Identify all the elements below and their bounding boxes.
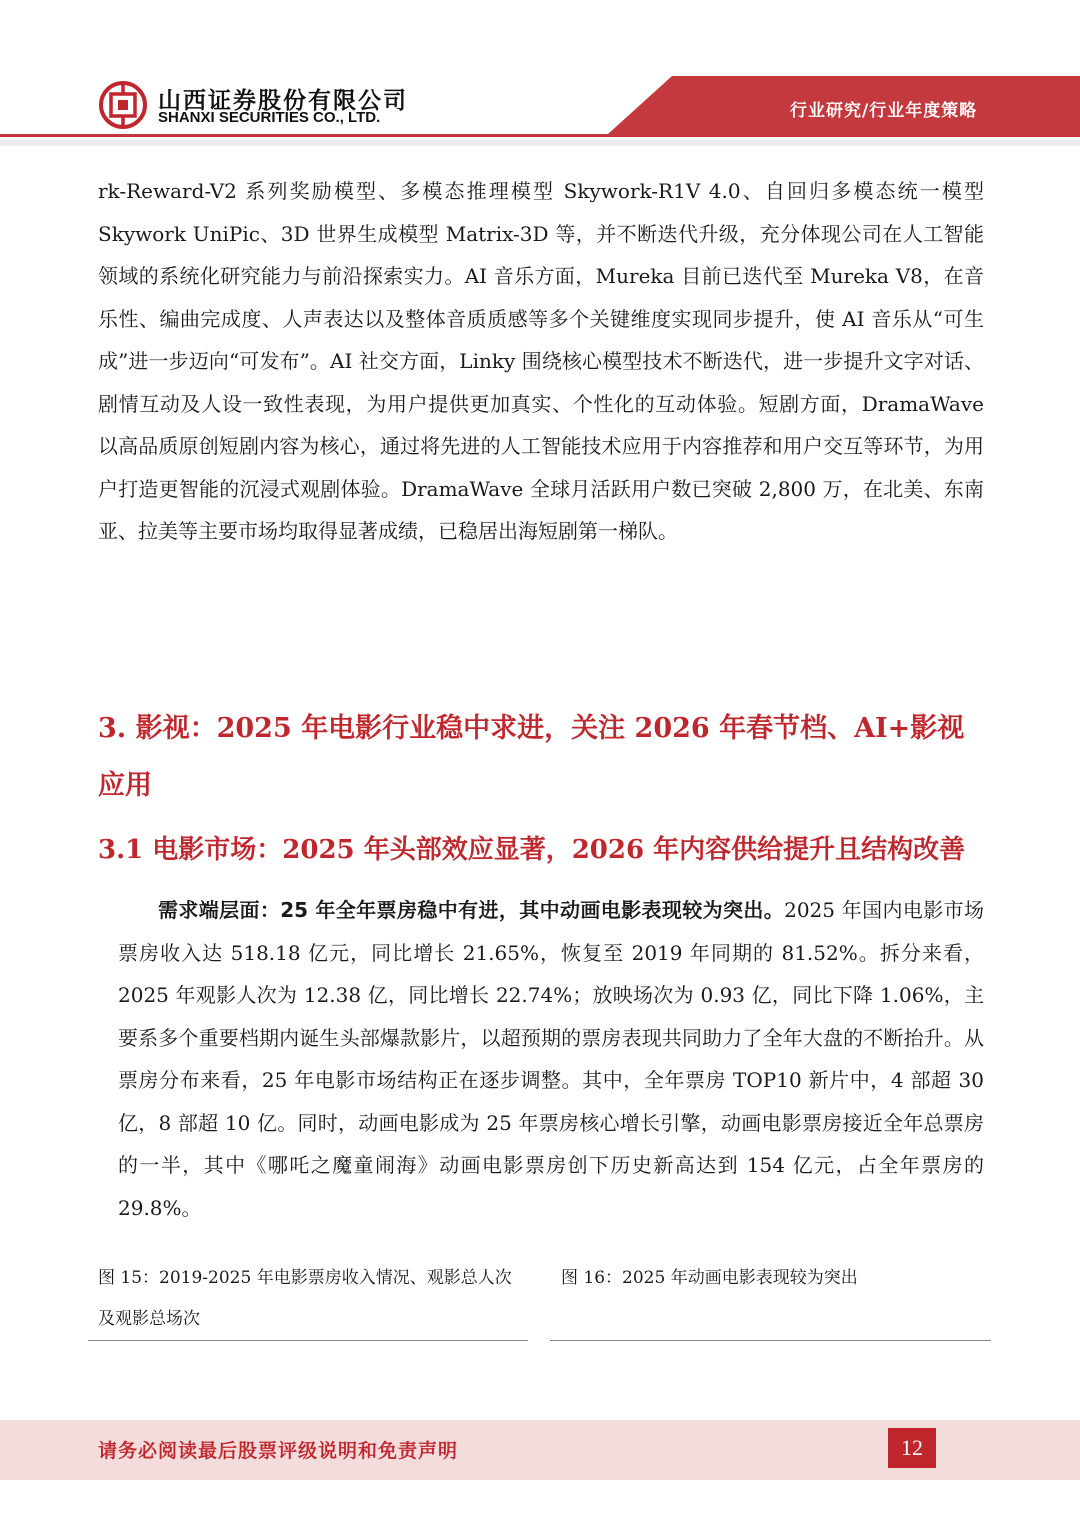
shanxi-securities-logo-icon <box>98 80 148 130</box>
paragraph-lead: 需求端层面：25 年全年票房稳中有进，其中动画电影表现较为突出。 <box>158 898 785 922</box>
section-3-1-heading: 3.1 电影市场：2025 年头部效应显著，2026 年内容供给提升且结构改善 <box>98 835 966 865</box>
header-shadow-band <box>0 140 1080 146</box>
figure-15-rule <box>88 1340 528 1341</box>
header-divider <box>0 134 1080 137</box>
page-number: 12 <box>888 1428 936 1468</box>
figure-15-caption: 图 15：2019-2025 年电影票房收入情况、观影总人次及观影总场次 <box>98 1268 512 1329</box>
section-3-heading: 3. 影视：2025 年电影行业稳中求进，关注 2026 年春节档、AI+影视应用 <box>98 713 965 801</box>
paragraph-body: 2025 年国内电影市场票房收入达 518.18 亿元，同比增长 21.65%，恢复至 2019 年同期的 81.52%。拆分来看，2025 年观影人次为 12.38 亿，同比增长 22.74%；放映场次为 0.93 亿，同比下降 1.06%，主要系多个重要档期内诞生头部爆款影片，以超预期的票房表现共同助力了全年大盘的不断抬升。从票房分布来看，25 年电影市场结构正在逐步调整。其中，全年票房 TOP10 新片中，4 部超 30 亿，8 部超 10 亿。同时，动画电影成为 25 年票房核心增长引擎，动画电影票房接近全年总票房的一半，其中《哪吒之魔童闹海》动画电影票房创下历史新高达到 154 亿元，占全年票房的 29.8%。 <box>118 898 985 1220</box>
figure-16-caption: 图 16：2025 年动画电影表现较为突出 <box>561 1268 858 1288</box>
figure-16-rule <box>550 1340 991 1341</box>
report-category: 行业研究/行业年度策略 <box>790 101 978 121</box>
page-header <box>0 0 1080 146</box>
company-name-cn: 山西证券股份有限公司 <box>158 88 408 114</box>
company-name-en: SHANXI SECURITIES CO., LTD. <box>158 109 381 126</box>
body-paragraph-2 <box>118 889 984 1229</box>
body-paragraph-1: rk-Reward-V2 系列奖励模型、多模态推理模型 Skywork-R1V 4.0、自回归多模态统一模型 Skywork UniPic、3D 世界生成模型 Matrix-3D 等，并不断迭代升级，充分体现公司在人工智能领域的系统化研究能力与前沿探索实力。AI 音乐方面，Mureka 目前已迭代至 Mureka V8，在音乐性、编曲完成度、人声表达以及整体音质质感等多个关键维度实现同步提升，使 AI 音乐从“可生成”进一步迈向“可发布”。AI 社交方面，Linky 围绕核心模型技术不断迭代，进一步提升文字对话、剧情互动及人设一致性表现，为用户提供更加真实、个性化的互动体验。短剧方面，DramaWave 以高品质原创短剧内容为核心，通过将先进的人工智能技术应用于内容推荐和用户交互等环节，为用户打造更智能的沉浸式观剧体验。DramaWave 全球月活跃用户数已突破 2,800 万，在北美、东南亚、拉美等主要市场均取得显著成绩，已稳居出海短剧第一梯队。 <box>98 179 984 543</box>
footer-disclaimer: 请务必阅读最后股票评级说明和免责声明 <box>98 1440 459 1462</box>
